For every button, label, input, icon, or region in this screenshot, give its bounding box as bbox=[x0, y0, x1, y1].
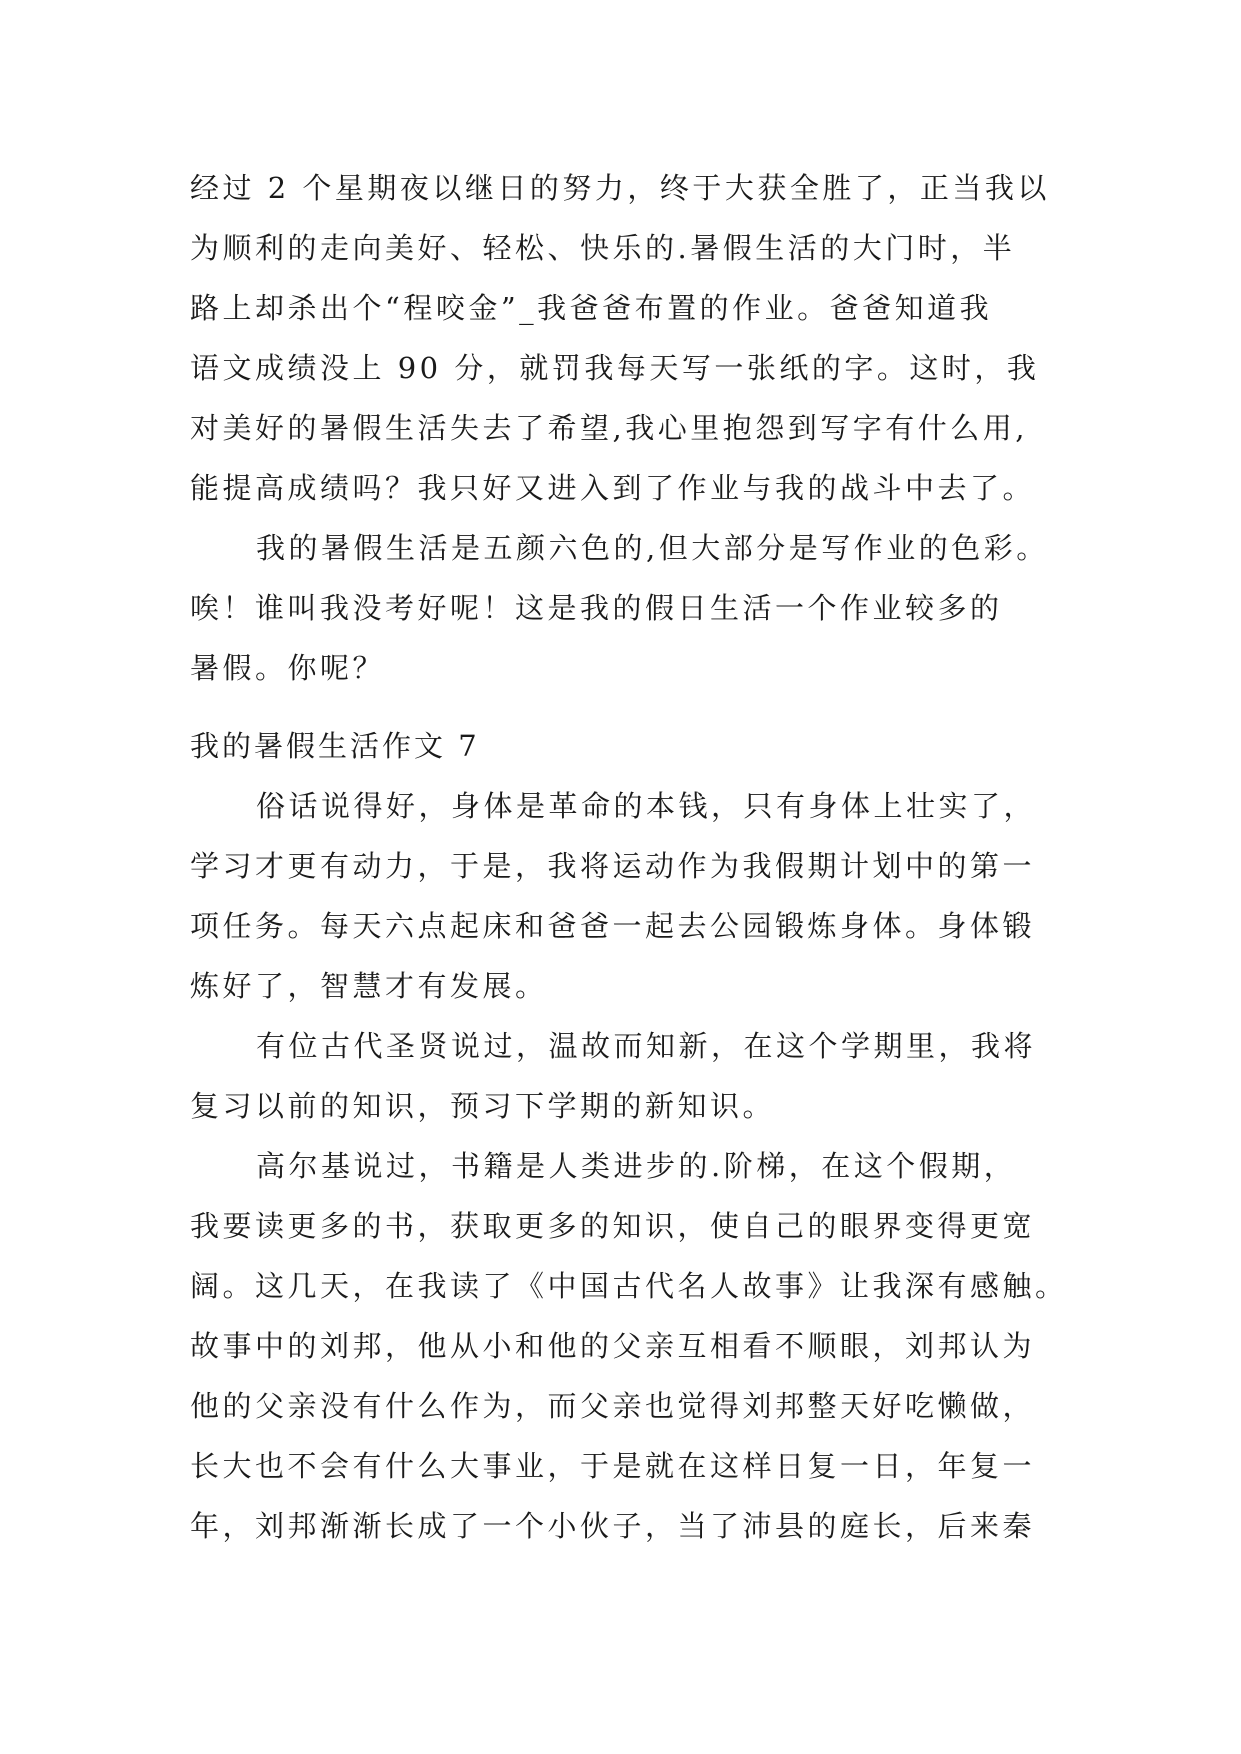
text-line: 我要读更多的书，获取更多的知识，使自己的眼界变得更宽 bbox=[190, 1209, 1036, 1243]
text-line: 学习才更有动力，于是，我将运动作为我假期计划中的第一 bbox=[190, 849, 1036, 883]
text-line: 对美好的暑假生活失去了希望,我心里抱怨到写字有什么用, bbox=[190, 411, 1028, 445]
paragraph-block-continued bbox=[190, 158, 1070, 698]
text-line: 长大也不会有什么大事业，于是就在这样日复一日，年复一 bbox=[190, 1449, 1036, 1483]
text-line: 语文成绩没上 90 分，就罚我每天写一张纸的字。这时，我 bbox=[190, 351, 1040, 385]
text-line: 有位古代圣贤说过，温故而知新，在这个学期里，我将 bbox=[256, 1029, 1037, 1063]
essay-heading: 我的暑假生活作文 7 bbox=[190, 729, 480, 763]
text-line: 能提高成绩吗？我只好又进入到了作业与我的战斗中去了。 bbox=[190, 471, 1036, 505]
text-line: 复习以前的知识，预习下学期的新知识。 bbox=[190, 1089, 776, 1123]
text-line: 为顺利的走向美好、轻松、快乐的.暑假生活的大门时，半 bbox=[190, 231, 1016, 265]
text-line: 路上却杀出个“程咬金”_我爸爸布置的作业。爸爸知道我 bbox=[190, 291, 993, 325]
text-line: 经过 2 个星期夜以继日的努力，终于大获全胜了，正当我以 bbox=[190, 171, 1050, 205]
text-line: 炼好了，智慧才有发展。 bbox=[190, 969, 548, 1003]
text-line: 唉！谁叫我没考好呢！这是我的假日生活一个作业较多的 bbox=[190, 591, 1003, 625]
text-line: 阔。这几天，在我读了《中国古代名人故事》让我深有感触。 bbox=[190, 1269, 1068, 1303]
paragraph-block-essay-7 bbox=[190, 776, 1070, 1556]
text-line: 故事中的刘邦，他从小和他的父亲互相看不顺眼，刘邦认为 bbox=[190, 1329, 1036, 1363]
text-line: 项任务。每天六点起床和爸爸一起去公园锻炼身体。身体锻 bbox=[190, 909, 1036, 943]
text-line: 他的父亲没有什么作为，而父亲也觉得刘邦整天好吃懒做， bbox=[190, 1389, 1036, 1423]
text-line: 暑假。你呢？ bbox=[190, 651, 386, 685]
text-line: 俗话说得好，身体是革命的本钱，只有身体上壮实了， bbox=[256, 789, 1037, 823]
text-line: 我的暑假生活是五颜六色的,但大部分是写作业的色彩。 bbox=[256, 531, 1049, 565]
text-line: 年，刘邦渐渐长成了一个小伙子，当了沛县的庭长，后来秦 bbox=[190, 1509, 1036, 1543]
text-line: 高尔基说过，书籍是人类进步的.阶梯，在这个假期， bbox=[256, 1149, 1017, 1183]
